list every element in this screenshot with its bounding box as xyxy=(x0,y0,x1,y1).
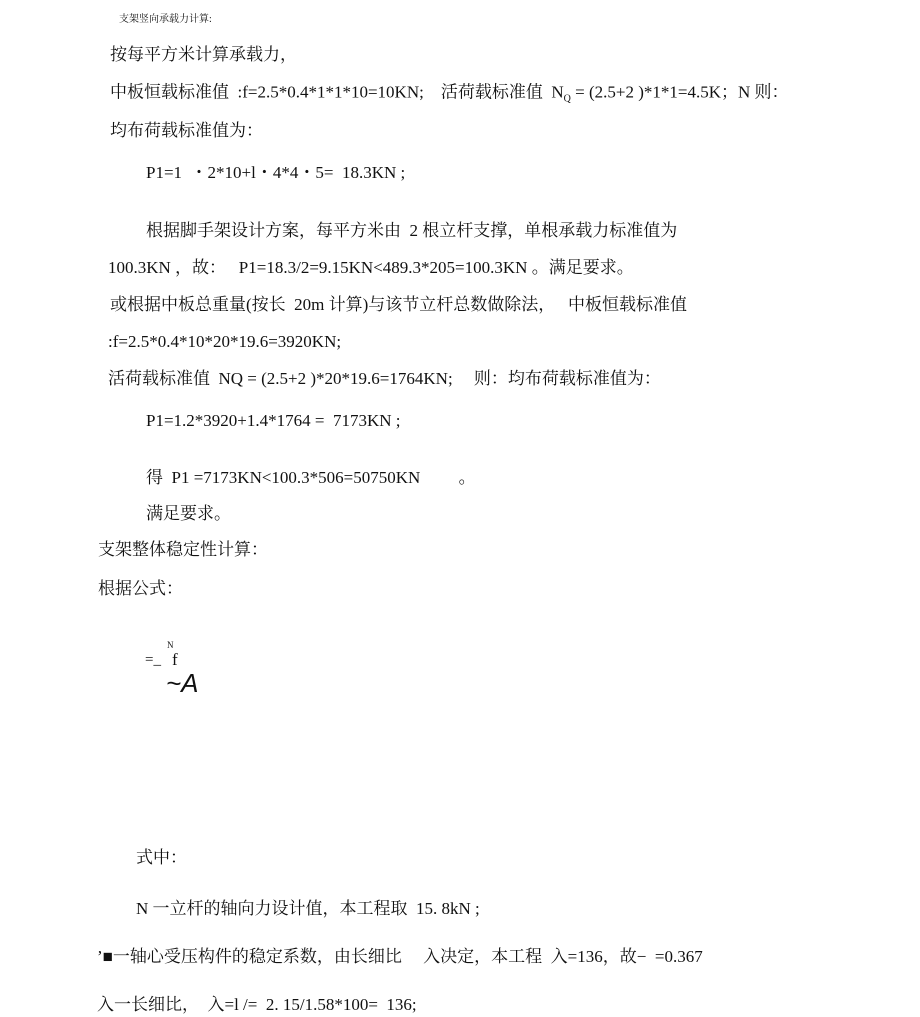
text-line: 或根据中板总重量(按长 20m 计算)与该节立杆总数做除法， 中板恒载标准值 xyxy=(110,295,688,314)
formula-equals: =_ xyxy=(145,652,161,668)
text-line: 活荷载标准值 NQ = (2.5+2 )*20*19.6=1764KN; 则：均布荷载标准值为： xyxy=(108,369,661,388)
page-header: 支架竖向承载力计算: xyxy=(119,14,212,25)
text-line: 中板恒载标准值 :f=2.5*0.4*1*1*10=10KN; 活荷载标准值 $N_Q = (2.5+2$ )*1*1=4.5K；N 则： xyxy=(110,82,789,105)
text-line: 按每平方米计算承载力， xyxy=(110,45,297,64)
text-line: 根据公式： xyxy=(98,579,183,598)
text-line: P1=1 ・2*10+l・4*4・5= 18.3KN ; xyxy=(146,163,406,182)
text-line: N 一立杆的轴向力设计值，本工程取 15. 8kN ; xyxy=(136,899,480,918)
text-line: 得 P1 =7173KN<100.3*506=50750KN 。 xyxy=(146,468,476,487)
text-line: 100.3KN ，故： P1=18.3/2=9.15KN<489.3*205=100.3KN 。满足要求。 xyxy=(108,258,634,277)
formula-numerator: N xyxy=(167,640,174,650)
text-line: :f=2.5*0.4*10*20*19.6=3920KN; xyxy=(108,332,342,351)
text-line: 入一长细比， 入=l /= 2. 15/1.58*100= 136; xyxy=(97,995,417,1014)
text-line: 均布荷载标准值为： xyxy=(110,121,263,140)
section-heading: 支架整体稳定性计算： xyxy=(98,540,268,559)
text-line: ’■一轴心受压构件的稳定系数，由长细比 入决定，本工程 入=136，故− =0.367 xyxy=(97,947,703,966)
formula-denominator: ~A xyxy=(166,668,199,698)
text-line: 满足要求。 xyxy=(146,504,231,523)
text-line: P1=1.2*3920+1.4*1764 = 7173KN ; xyxy=(146,411,401,430)
text-line: 式中： xyxy=(136,848,187,867)
formula-f: f xyxy=(172,650,178,669)
text-line: 根据脚手架设计方案，每平方米由 2 根立杆支撑，单根承载力标准值为 xyxy=(146,221,678,240)
